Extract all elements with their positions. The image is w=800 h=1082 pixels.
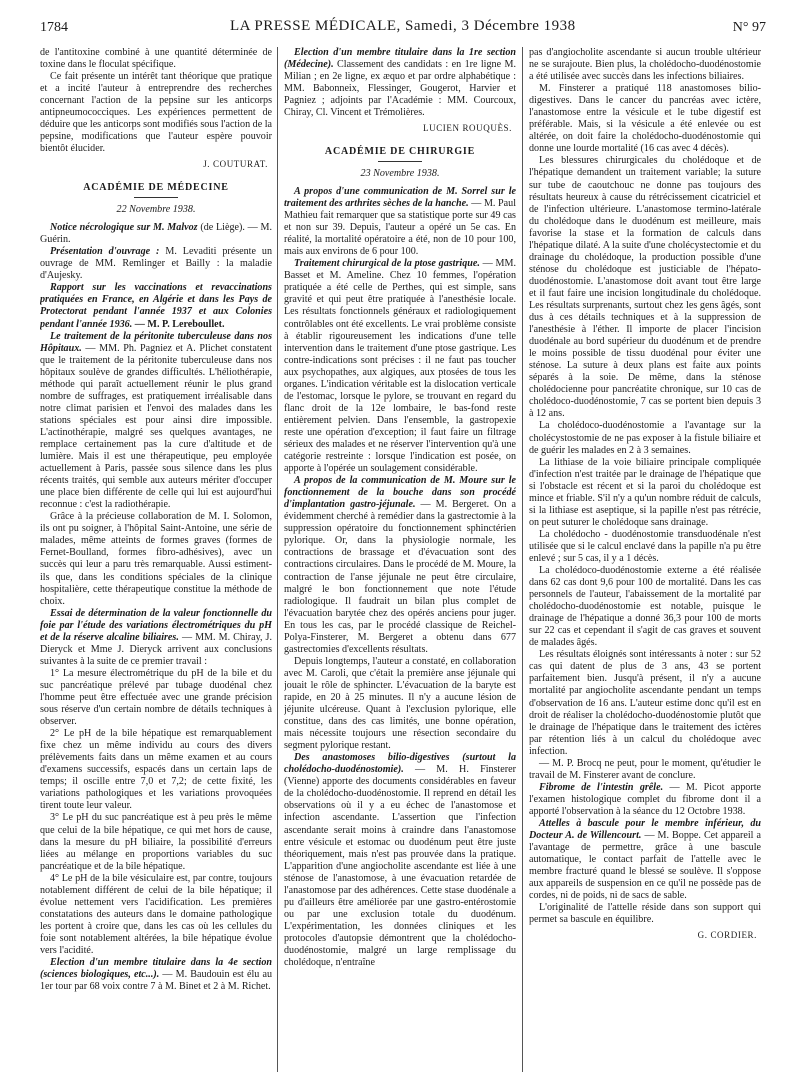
page-header xyxy=(40,18,766,40)
list-item: 2° Le pH de la bile hépatique est remarquablement fixe chez un même individu au cours des divers prélèvements faits dans un même examen et au cours d'examens successifs, espacés dans un certain laps de temps; il oscille entre 7,0 et 7,2; de cette fixité, les variations pathologiques et les variations provoquées tirent toute leur valeur. xyxy=(40,728,272,812)
section-title: ACADÉMIE DE MÉDECINE xyxy=(83,182,229,194)
entry-text: — M. Picot apporte l'examen histologique complet du fibrome dont il a apporté l'observation à la séance du 12 Octobre 1938. xyxy=(529,781,761,817)
list-item: 4° Le pH de la bile vésiculaire est, par contre, toujours notablement différent de celui de la bile hépatique; il évolue nettement vers l'acidification. Les premières constatations des auteurs dans le domaine pathologique les portent à croire que, dans les cas où les cellules du foie sont notablement altérées, la bile hépatique évolue vers l'acidité. xyxy=(40,872,272,956)
column-divider xyxy=(522,47,523,1072)
paragraph: M. Finsterer a pratiqué 118 anastomoses bilio-digestives. Dans le cancer du pancréas avec ictère, l'anastomose entre la vésicule et le tube digestif est préférable. Mais, si la vésicule a été enlevée ou est altérée, on doit faire la cholédocho-duodénostomie qui donne une lourde mortalité (16 cas avec 4 décès). xyxy=(529,83,761,155)
paragraph: La cholédoco-duodénostomie a l'avantage sur la cholécystostomie de ne pas exposer à la fistule biliaire et de guérir les malades en 2 à 3 semaines. xyxy=(529,420,761,456)
entry-anastomoses xyxy=(284,752,516,969)
column-right xyxy=(529,47,761,1072)
section-date: 23 Novembre 1938. xyxy=(360,167,440,179)
list-item: 1° La mesure électrométrique du pH de la bile et du suc pancréatique prélevé par tubage duodénal chez l'homme peut être effectuée avec une grande précision sous réserve d'un certain nombre de détails techniques à observer. xyxy=(40,667,272,728)
entry-title: Le traitement de la péritonite tuberculeuse dans nos Hôpitaux. xyxy=(40,330,272,354)
entry-title: Election d'un membre titulaire dans la 1re section (Médecine). xyxy=(284,47,516,71)
entry-title: Rapport sur les vaccinations et revaccinations pratiquées en France, en Algérie et dans les Pays de Protectorat pendant l'année 1937 et aux Colonies pendant l'année 1936. xyxy=(40,282,272,330)
entry-text: — M. Paul Mathieu fait remarquer que sa statistique porte sur 49 cas et non sur 39. Depuis, l'auteur a opéré un 5e cas. En réalité, la mortalité opératoire a été, non de 10 pour 100, mais aux environs de 6 pour 100. xyxy=(284,198,516,258)
paragraph: La cholédocho - duodénostomie transduodénale n'est utilisée que si le calcul enclavé dans la papille n'a pu être enlevé ; sur 5 cas, il y a 1 décès. xyxy=(529,528,761,564)
entry-text: — MM. Basset et M. Ameline. Chez 10 femmes, l'opération pratiquée a été celle de Perthes, qui est simple, sans gravité et qui peut être pratiquée à l'anesthésie locale. Les résultats fonctionnels généraux et radiologiquement contrôlables ont été excellents. Le vrai problème consiste à établir rigoureusement les indications d'une telle intervention dans le traitement d'une ptose gastrique. Les contre-indications sont précises : il ne faut pas toucher aux psychopathes, aux algiques, aux ptosées de tous les organes. L'indication véritable est la dislocation verticale de l'estomac, lorsque le pylore, se trouvant en regard du flanc droit de la 12e lombaire, le bas-fond reste entièrement pelvien. Dans l'ensemble, la gastropexie reste une opération d'exception; il faut faire un filtrage sérieux des malades et ne réserver l'intervention qu'à une catégorie restreinte : lorsque l'indication est posée, on apporte à l'opérée un soulagement considérable. xyxy=(284,258,516,475)
paragraph: Les blessures chirurgicales du cholédoque et de l'hépatique demandent un traitement variable; la suture sur tube de caoutchouc ne donne pas toujours des résultats heureux à cause du rétrécissement cicatriciel et de l'infection ultérieure. L'anastomose termino-latérale du cholédoque dans le duodénum est meilleure, mais favorise la stase et la formation de calculs dans l'hépatique dilaté. A la suite d'une cholécystectomie et du drainage du cholédoque, la production possible d'une sténose du cholédoque est justiciable de l'hépato-duodénostomie. L'anastomose doit avant tout être large et il faut faire une incision longitudinale du cholédoque. Les résultats surprenants, surtout chez les gens âgés, sont dus à ces détails techniques et à la suppression de l'anesthésie à l'éther. Il importe de placer l'incision duodénale au bord supérieur du duodénum et de prendre le moins possible de tissu duodénal pour éviter une sténose. La suture à deux plans est faite aux points séparés à la soie. De même, dans la sténose cholédocienne pour pancréatite chronique, sur 10 cas de cholédoco-duodénostomie, 7 cas se portent bien depuis 3 à 12 ans. xyxy=(529,155,761,420)
author-signature: LUCIEN ROUQUÈS. xyxy=(423,123,512,134)
entry-moure xyxy=(284,475,516,656)
entry-notice xyxy=(40,222,272,246)
entry-title: A propos de la communication de M. Moure sur le fonctionnement de la bouche dans son procédé d'implantation gastro-jéjunale. xyxy=(284,475,516,511)
entry-ptose xyxy=(284,258,516,475)
paragraph: L'originalité de l'attelle réside dans son support qui permet sa bascule en équilibre. xyxy=(529,902,761,926)
section-underline xyxy=(378,161,422,162)
entry-title: Des anastomoses bilio-digestives (surtout la cholédocho-duodénostomie). xyxy=(284,752,516,776)
entry-election-4 xyxy=(40,957,272,993)
section-title: ACADÉMIE DE CHIRURGIE xyxy=(324,146,476,158)
entry-election-1 xyxy=(284,47,516,119)
entry-title: Fibrome de l'intestin grêle. xyxy=(539,781,664,793)
column-middle xyxy=(284,47,516,1072)
entry-presentation xyxy=(40,246,272,282)
column-left xyxy=(40,47,272,1072)
author-signature: G. CORDIER. xyxy=(697,930,757,941)
entry-text: — MM. M. Chiray, J. Dieryck et Mme J. Dieryck arrivent aux conclusions suivantes à la suite de ce premier travail : xyxy=(40,631,272,667)
entry-fibrome xyxy=(529,782,761,818)
entry-author: — M. P. Lereboullet. xyxy=(134,318,225,330)
entry-text: — MM. Ph. Pagniez et A. Plichet constatent que le traitement de la péritonite tuberculeuse dans nos hôpitaux soulève de grandes difficultés. L'héliothérapie, méthode qui paraît actuellement réunir le plus grand nombre de suffrages, est pratiquement irréalisable dans notre climat parisien et l'envoi des malades dans les stations spéciales est pour ainsi dire impossible. L'actinothérapie, malgré ses quelques avantages, ne remplace certainement pas la cure d'altitude et de lumière. Mais il est une thérapeutique, peu employée actuellement à Paris, passée sous silence dans les plus récents traités, qui semble aux auteurs mériter d'occuper une place bien différente de celle qui lui est aujourd'hui reconnue : c'est la radiothérapie. xyxy=(40,342,272,511)
entry-title: Présentation d'ouvrage : xyxy=(50,246,160,258)
paragraph: Depuis longtemps, l'auteur a constaté, en collaboration avec M. Caroli, que c'était la première anse jéjunale qui jouait le rôle de sphincter. L'évacuation de la baryte est rapide, en 20 à 25 minutes. Il n'y a aucune lésion de jéjunite ulcéreuse. Quant à l'exclusion pylorique, elle constitue, dans des cas limités, une bonne opération, mais nécessite toujours une résection secondaire du segment pylorique restant. xyxy=(284,655,516,752)
entry-text: — M. H. Finsterer (Vienne) apporte des documents considérables en faveur de la cholédocho-duodénostomie. Il reprend en détail les observations où il y a eu échec de l'anastomose et infection ascendante. L'assertion que l'infection ascendante serait moins à craindre dans l'anastomose entre vésicule et estomac ou duodénum peut être juste théoriquement, mais n'est pas prouvée dans la pratique. L'apparition d'une angiocholite ascendante est liée à une sténose de l'anastomose, à une évacuation retardée de l'anastomose par des adhérences. Cette stase duodénale a pu d'ailleurs être améliorée par une gastro-entérostomie ou par une exclusion totale du duodénum. L'expérimentation, les données cliniques et les protocoles d'autopsie démontrent que la cholédocho-duodénostomie, malgré un large remplissage du cholédoque, n'entraîne xyxy=(284,764,516,969)
entry-title: Notice nécrologique sur M. Malvoz xyxy=(50,222,198,234)
paragraph: Ce fait présente un intérêt tant théorique que pratique et a incité l'auteur à entreprendre des recherches concernant l'action de la pepsine sur les anticorps antipneumococciques. Les expériences permettent de déduire que les anticorps sont modifiés sous l'action de la pepsine, modifications que l'auteur espère pouvoir bientôt élucider. xyxy=(40,71,272,155)
journal-title: LA PRESSE MÉDICALE, Samedi, 3 Décembre 1938 xyxy=(230,18,576,34)
entry-title: Traitement chirurgical de la ptose gastrique. xyxy=(294,258,480,270)
paragraph: La cholédoco-duodénostomie externe a été réalisée dans 62 cas dont 9,6 pour 100 de mortalité. Dans les cas personnels de l'auteur, l'abaissement de la mortalité par cholédocho-duodénostomie est notable, puisque le drainage de l'hépatique a donné 36,3 pour 100 de morts sur 22 cas et cependant il s'agit de cas graves et souvent de malades âgés. xyxy=(529,565,761,649)
section-underline xyxy=(134,197,178,198)
entry-text: — M. Baudouin est élu au 1er tour par 68 voix contre 7 à M. Binet et 2 à M. Richet. xyxy=(40,969,272,993)
entry-text: Classement des candidats : en 1re ligne M. Milian ; en 2e ligne, ex æquo et par ordre alphabétique : MM. Babonneix, Flessinger, Gougerot, Harvier et Pagniez ; adjoints par l'Académie : MM. Courcoux, Chiray, Cl. Vincent et Trémolières. xyxy=(284,59,516,119)
column-divider xyxy=(277,47,278,1072)
entry-attelles xyxy=(529,818,761,902)
conclusion-list xyxy=(40,668,272,957)
paragraph: pas d'angiocholite ascendante si aucun trouble ultérieur ne se surajoute. Bien plus, la cholédocho-duodénostomie a été utilisée avec succès dans les infections biliaires. xyxy=(529,47,761,83)
entry-sorrel xyxy=(284,186,516,258)
list-item: 3° Le pH du suc pancréatique est à peu près le même que celui de la bile hépatique, ce qui met hors de cause, dans la mesure du pH biliaire, la possibilité d'erreurs liées au mélange en proportions variables du suc pancréatique et de la bile hépatique. xyxy=(40,812,272,872)
paragraph: de l'antitoxine combiné à une quantité déterminée de toxine dans le floculat spécifique. xyxy=(40,47,272,71)
entry-text: (de Liège). — M. Guérin. xyxy=(40,222,272,246)
entry-peritonite xyxy=(40,331,272,512)
issue-number: N° 97 xyxy=(732,20,766,35)
section-date: 22 Novembre 1938. xyxy=(116,204,196,216)
entry-rapport xyxy=(40,282,272,330)
entry-title: Attelles à bascule pour le membre inférieur, du Docteur A. de Willencourt. xyxy=(529,818,761,842)
paragraph: Grâce à la précieuse collaboration de M. I. Solomon, ils ont pu soigner, à l'hôpital Saint-Antoine, une série de malades, même atteints de formes graves (formes de Fernet-Boulland, formes fibro-adhésives), avec un succès qui leur a paru très remarquable. Aussi estiment-ils que, dans les conditions spéciales de la clinique hospitalière, cette thérapeutique constitue la méthode de choix. xyxy=(40,511,272,607)
entry-text: — M. Bergeret. On a évidemment cherché à remédier dans la gastrectomie à la suppression opératoire du fonctionnement sphinctérien pylorique. Or, dans la physiologie normale, les contractions de brassage et d'évacuation sont des contractions circulaires. Dans le procédé de M. Moure, la contraction de l'anse jéjunale ne peut être circulaire, malgré le bon fonctionnement que note l'étude radiologique. Il faudrait un bilan plus complet de l'évacuation barytée chez des opérés anciens pour juger. En tous les cas, par le procédé classique de Reichel-Polya-Finsterer, M. Bergeret a obtenu dans 677 gastrectomies d'excellents résultats. xyxy=(284,499,516,655)
entry-title: Election d'un membre titulaire dans la 4e section (sciences biologiques, etc...). xyxy=(40,957,272,981)
paragraph: Les résultats éloignés sont intéressants à noter : sur 52 cas qui datent de plus de 3 ans, 43 se portent parfaitement bien. Jusqu'à présent, il n'y a aucune mortalité par angiocholite ascendante pendant un temps d'observation de 16 ans. L'auteur estime donc qu'il est en droit de réaliser la cholédocho-duodénostomie plutôt que le drainage de l'hépatique dans le traitement des ictères par rétention liés à un calcul du cholédoque avec infection. xyxy=(529,649,761,757)
entry-essai xyxy=(40,608,272,668)
author-signature: J. COUTURAT. xyxy=(203,159,268,170)
entry-text: M. Levaditi présente un ouvrage de MM. Remlinger et Bailly : la maladie d'Aujesky. xyxy=(40,246,272,282)
entry-title: Essai de détermination de la valeur fonctionnelle du foie par l'étude des variations électrométriques du pH et de la réserve alcaline biliaires. xyxy=(40,607,272,643)
entry-title: A propos d'une communication de M. Sorrel sur le traitement des arthrites sèches de la hanche. xyxy=(284,186,516,210)
paragraph: — M. P. Brocq ne peut, pour le moment, qu'étudier le travail de M. Finsterer avant de conclure. xyxy=(529,757,761,781)
entry-text: — M. Boppe. Cet appareil a l'avantage de permettre, grâce à une bascule automatique, le contact parfait de l'attelle avec le membre fracturé quand le blessé se soulève. Il s'oppose aux appareils de suspension en ce qu'il ne possède pas de cordes, ni de poids, ni de sacs de sable. xyxy=(529,830,761,902)
paragraph: La lithiase de la voie biliaire principale compliquée d'infection n'est traitée par le drainage de l'hépatique que si l'obstacle est récent et si la paroi du cholédoque est mince et friable. S'il n'y a qu'un nombre réduit de calculs, si la lithiase est aseptique, si la papille n'est pas rétrécie, on peut suturer le cholédoque sans drainage. xyxy=(529,456,761,528)
page-number: 1784 xyxy=(40,20,68,35)
